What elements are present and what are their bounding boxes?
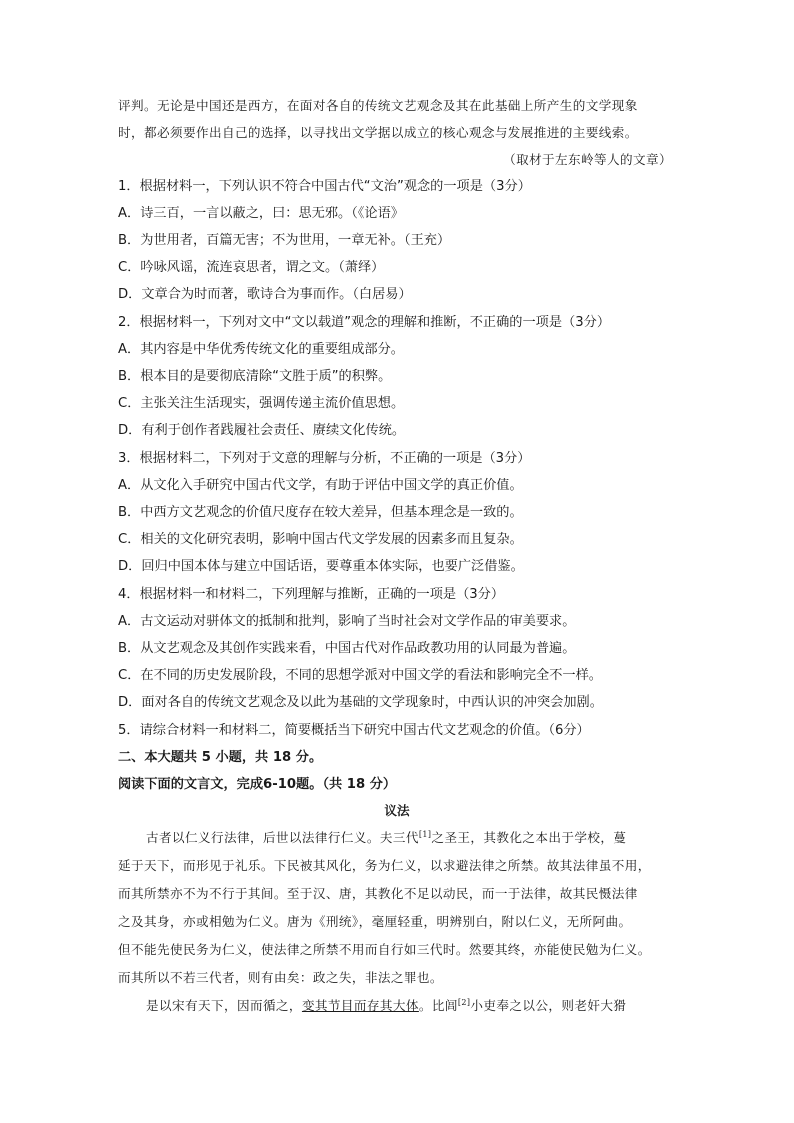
classical-line: 之及其身，亦或相勉为仁义。唐为《刑统》，毫厘轻重，明辨别白，附以仁义，无所阿曲。 (118, 914, 632, 929)
classical-line: 而其所禁亦不为不行于其间。至于汉、唐，其教化不足以动民，而一于法律，故其民慑法律 (118, 886, 638, 901)
question-stem: 1．根据材料一，下列认识不符合中国古代“文治”观念的一项是（3分） (118, 179, 531, 194)
question-option: A．从文化入手研究中国古代文学，有助于评估中国文学的真正价值。 (118, 478, 523, 493)
question-option: B．中西方文艺观念的价值尺度存在较大差异，但基本理念是一致的。 (118, 505, 523, 520)
passage-line: 时，都必须要作出自己的选择，以寻找出文学据以成立的核心观念与发展推进的主要线索。 (118, 125, 638, 140)
classical-segment: 是以宋有天下，因而循之， (146, 998, 302, 1013)
question-option: D．有利于创作者践履社会责任、赓续文化传统。 (118, 423, 406, 438)
question-option: A．古文运动对骈体文的抵制和批判，影响了当时社会对文学作品的审美要求。 (118, 614, 576, 629)
question-stem: 4．根据材料一和材料二，下列理解与推断，正确的一项是（3分） (118, 587, 505, 602)
question-option: A．诗三百，一言以蔽之，曰：思无邪。（《论语》 (118, 206, 404, 221)
classical-segment: 。比闾 (418, 998, 458, 1013)
footnote-marker: [2] (457, 997, 471, 1007)
question-option: C．在不同的历史发展阶段，不同的思想学派对中国文学的看法和影响完全不一样。 (118, 668, 602, 683)
question-option: A．其内容是中华优秀传统文化的重要组成部分。 (118, 342, 404, 357)
classical-line: 延于天下，而形见于礼乐。下民被其风化，务为仁义，以求避法律之所禁。故其法律虽不用， (118, 858, 651, 873)
section-heading: 二、本大题共 5 小题，共 18 分。 (118, 750, 323, 765)
classical-line: 但不能先使民务为仁义，使法律之所禁不用而自行如三代时。然要其终，亦能使民勉为仁义。 (118, 942, 651, 957)
question-stem: 3．根据材料二，下列对于文意的理解与分析，不正确的一项是（3分） (118, 451, 531, 466)
passage-line: 评判。无论是中国还是西方，在面对各自的传统文艺观念及其在此基础上所产生的文学现象 (118, 98, 638, 113)
question-option: D．文章合为时而著，歌诗合为事而作。（白居易） (118, 287, 412, 302)
footnote-marker: [1] (418, 829, 432, 839)
underlined-phrase: 变其节目而存其大体 (301, 998, 419, 1013)
classical-segment: 小吏奉之以公，则老奸大猾 (470, 998, 627, 1013)
question-stem: 2．根据材料一，下列对文中“文以载道”观念的理解和推断，不正确的一项是（3分） (118, 315, 611, 330)
question-option: B．为世用者，百篇无害；不为世用，一章无补。（王充） (118, 233, 451, 248)
classical-segment: 古者以仁义行法律，后世以法律行仁义。夫三代 (146, 830, 419, 845)
classical-line: 而其所以不若三代者，则有由矣：政之失，非法之罪也。 (118, 970, 443, 985)
question-option: C．主张关注生活现实，强调传递主流价值思想。 (118, 396, 405, 411)
classical-segment: 之圣王，其教化之本出于学校，蔓 (431, 830, 627, 845)
question-option: B．根本目的是要彻底清除“文胜于质”的积弊。 (118, 369, 392, 384)
question-option: D．回归中国本体与建立中国话语，要尊重本体实际，也要广泛借鉴。 (118, 559, 524, 574)
classical-line (146, 997, 706, 1015)
question-stem: 5．请综合材料一和材料二，简要概括当下研究中国古代文艺观念的价值。（6分） (118, 723, 590, 738)
classical-line (146, 829, 706, 847)
section-instruction: 阅读下面的文言文，完成6-10题。（共 18 分） (118, 777, 397, 792)
question-option: C．相关的文化研究表明，影响中国古代文学发展的因素多而且复杂。 (118, 532, 523, 547)
passage-source: （取材于左东岭等人的文章） (503, 152, 672, 167)
text-title: 议法 (384, 803, 410, 818)
question-option: C．吟咏风谣，流连哀思者，谓之文。（萧绎） (118, 260, 385, 275)
question-option: B．从文艺观念及其创作实践来看，中国古代对作品政教功用的认同最为普遍。 (118, 641, 576, 656)
question-option: D．面对各自的传统文艺观念及以此为基础的文学现象时，中西认识的冲突会加剧。 (118, 695, 603, 710)
